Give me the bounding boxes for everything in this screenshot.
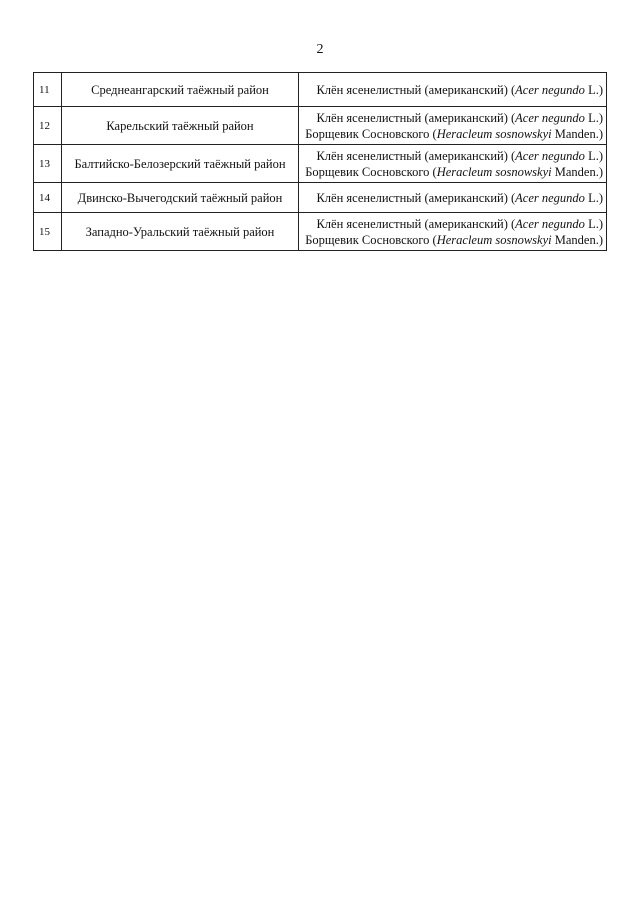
region-name: Среднеангарский таёжный район (62, 73, 299, 107)
species-cell (299, 183, 607, 213)
species-author: L.) (584, 148, 603, 163)
row-number: 14 (34, 183, 62, 213)
row-number: 12 (34, 107, 62, 145)
table-row (34, 183, 607, 213)
table-row (34, 145, 607, 183)
page-number: 2 (316, 42, 324, 57)
table-row (34, 73, 607, 107)
species-latin-name: Heracleum sosnowskyi (436, 126, 552, 141)
table-row (34, 213, 607, 251)
row-number: 11 (34, 73, 62, 107)
species-cell (299, 145, 607, 183)
row-number: 13 (34, 145, 62, 183)
species-common-name: Борщевик Сосновского ( (305, 126, 437, 141)
region-name: Западно-Уральский таёжный район (62, 213, 299, 251)
species-author: Manden.) (551, 126, 603, 141)
species-latin-name: Acer negundo (515, 216, 585, 231)
species-latin-name: Acer negundo (515, 148, 585, 163)
species-cell (299, 107, 607, 145)
species-cell (299, 213, 607, 251)
species-entry (299, 110, 603, 126)
species-author: L.) (584, 216, 603, 231)
species-latin-name: Acer negundo (515, 190, 585, 205)
species-latin-name: Heracleum sosnowskyi (436, 232, 552, 247)
species-author: L.) (584, 190, 603, 205)
table-row (34, 107, 607, 145)
region-name: Балтийско-Белозерский таёжный район (62, 145, 299, 183)
species-entry (299, 148, 603, 164)
species-entry (299, 216, 603, 232)
species-common-name: Клён ясенелистный (американский) ( (316, 148, 516, 163)
species-common-name: Клён ясенелистный (американский) ( (316, 110, 516, 125)
species-author: Manden.) (551, 232, 603, 247)
invasive-species-table (33, 72, 607, 251)
species-common-name: Клён ясенелистный (американский) ( (316, 82, 516, 97)
species-entry (299, 82, 603, 98)
region-name: Карельский таёжный район (62, 107, 299, 145)
species-author: L.) (584, 110, 603, 125)
species-entry (299, 126, 603, 142)
species-author: Manden.) (551, 164, 603, 179)
species-entry (299, 164, 603, 180)
species-common-name: Клён ясенелистный (американский) ( (316, 190, 516, 205)
region-name: Двинско-Вычегодский таёжный район (62, 183, 299, 213)
species-common-name: Клён ясенелистный (американский) ( (316, 216, 516, 231)
species-latin-name: Heracleum sosnowskyi (436, 164, 552, 179)
row-number: 15 (34, 213, 62, 251)
species-common-name: Борщевик Сосновского ( (305, 164, 437, 179)
species-entry (299, 232, 603, 248)
species-cell (299, 73, 607, 107)
species-latin-name: Acer negundo (515, 110, 585, 125)
species-latin-name: Acer negundo (515, 82, 585, 97)
species-common-name: Борщевик Сосновского ( (305, 232, 437, 247)
species-entry (299, 190, 603, 206)
species-author: L.) (584, 82, 603, 97)
